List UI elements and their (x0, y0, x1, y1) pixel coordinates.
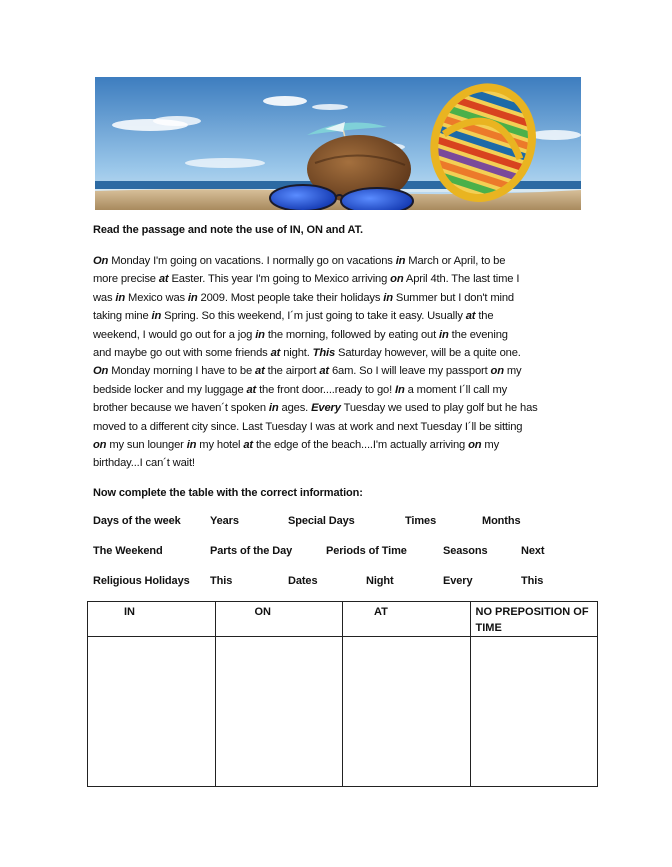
passage-text: Saturday however, will be a quite one. (335, 346, 521, 359)
highlighted-time-word: This (312, 346, 336, 359)
word-bank-item: Times (405, 515, 437, 527)
passage-text: the morning, followed by eating out (264, 328, 440, 341)
highlighted-time-word: in (187, 291, 198, 304)
word-bank-item: Religious Holidays (93, 575, 190, 587)
passage-text: brother because we haven´t spoken (93, 402, 269, 415)
passage-text: my (503, 365, 522, 378)
column-header-no-preposition: NO PREPOSITION OF TIME (470, 602, 598, 637)
passage-text: Spring. So this weekend, I´m just going to take it easy. Usually (161, 310, 466, 323)
word-bank-item: Night (366, 575, 394, 587)
highlighted-time-word: at (243, 438, 253, 451)
passage-text: more precise (93, 273, 159, 286)
highlighted-time-word: in (186, 438, 197, 451)
highlighted-time-word: in (115, 291, 126, 304)
passage-text: the edge of the beach....I'm actually arriving (253, 438, 469, 451)
passage-text: and maybe go out with some friends (93, 346, 271, 359)
highlighted-time-word: at (158, 273, 169, 286)
passage-text: Monday I'm going on vacations. I normally go on vacations (108, 255, 396, 267)
word-bank-item: Months (482, 515, 521, 527)
passage-text: weekend, I would go out for a jog (93, 328, 256, 341)
table-answer-row (88, 637, 598, 787)
highlighted-time-word: on (468, 438, 482, 451)
column-header-on: ON (215, 602, 343, 637)
highlighted-time-word: in (383, 291, 393, 304)
highlighted-time-word: at (246, 383, 257, 396)
passage-text: bedside locker and my luggage (93, 383, 247, 396)
passage-text: my (481, 438, 500, 451)
passage-text: birthday...I can´t wait! (93, 457, 195, 470)
highlighted-time-word: on (490, 365, 504, 378)
passage-text: night. (280, 346, 313, 359)
highlighted-time-word: on (93, 438, 107, 451)
passage-text: 6am. So I will leave my passport (328, 365, 491, 378)
table-header-row (88, 602, 598, 637)
passage-text: Mexico was (125, 291, 188, 304)
highlighted-time-word: in (151, 310, 162, 323)
word-bank-item: This (210, 575, 233, 587)
highlighted-time-word: in (439, 328, 449, 341)
highlighted-time-word: On (93, 365, 109, 378)
highlighted-time-word: On (93, 255, 109, 267)
passage-line (93, 307, 585, 325)
word-bank-item: Next (521, 545, 545, 557)
passage-text: the airport (264, 365, 320, 378)
passage-text: March or April, to be (405, 255, 506, 267)
passage-line (93, 252, 585, 270)
passage-line (93, 436, 585, 454)
word-bank-item: Dates (288, 575, 318, 587)
passage-line (93, 381, 585, 399)
beach-illustration (95, 77, 581, 210)
passage-text: Monday morning I have to be (108, 365, 256, 378)
passage-text: Tuesday we used to play golf but he has (340, 402, 538, 415)
answer-cell-in[interactable] (88, 637, 216, 787)
answer-cell-no-preposition[interactable] (470, 637, 598, 787)
column-header-in: IN (88, 602, 216, 637)
highlighted-time-word: at (270, 346, 281, 359)
passage-text: moved to a different city since. Last Tuesday I was at work and next Tuesday I´ll be sitting (93, 420, 523, 433)
highlighted-time-word: in (255, 328, 265, 341)
passage-text: April 4th. The last time I (403, 273, 520, 286)
passage-text: was (93, 291, 116, 304)
word-bank-item: This (521, 575, 544, 587)
passage-text: 2009. Most people take their holidays (197, 291, 384, 304)
word-bank-item: Every (443, 575, 473, 587)
word-bank-item: Seasons (443, 545, 488, 557)
passage-text: the (475, 310, 494, 323)
word-bank-item: Days of the week (93, 515, 181, 527)
highlighted-time-word: Every (311, 402, 341, 415)
passage-line (93, 362, 585, 380)
highlighted-time-word: at (465, 310, 476, 323)
passage-line (93, 344, 585, 362)
highlighted-time-word: at (255, 365, 265, 378)
column-header-at: AT (343, 602, 471, 637)
answer-cell-on[interactable] (215, 637, 343, 787)
highlighted-time-word: in (395, 255, 406, 267)
passage-text: my hotel (196, 438, 244, 451)
instruction-complete-table: Now complete the table with the correct information: (93, 487, 363, 499)
beach-banner-image (95, 77, 581, 210)
highlighted-time-word: at (319, 365, 329, 378)
reading-passage (93, 252, 585, 473)
passage-text: my sun lounger (106, 438, 187, 451)
passage-text: the evening (448, 328, 508, 341)
passage-line (93, 418, 585, 436)
passage-text: taking mine (93, 310, 152, 323)
word-bank-item: Periods of Time (326, 545, 407, 557)
word-bank-item: Special Days (288, 515, 355, 527)
highlighted-time-word: on (390, 273, 404, 286)
passage-line (93, 454, 585, 472)
word-bank-item: The Weekend (93, 545, 163, 557)
passage-line (93, 326, 585, 344)
word-bank-item: Years (210, 515, 239, 527)
highlighted-time-word: In (395, 383, 405, 396)
passage-line (93, 289, 585, 307)
passage-text: a moment I´ll call my (404, 383, 508, 396)
preposition-table (87, 601, 598, 787)
word-bank-item: Parts of the Day (210, 545, 293, 557)
passage-line (93, 270, 585, 288)
answer-cell-at[interactable] (343, 637, 471, 787)
passage-line (93, 399, 585, 417)
highlighted-time-word: in (268, 402, 279, 415)
instruction-read-passage: Read the passage and note the use of IN, ON and AT. (93, 224, 363, 236)
passage-text: ages. (278, 402, 312, 415)
passage-text: Summer but I don't mind (392, 291, 514, 304)
passage-text: the front door....ready to go! (256, 383, 396, 396)
passage-text: Easter. This year I'm going to Mexico arriving (168, 273, 391, 286)
